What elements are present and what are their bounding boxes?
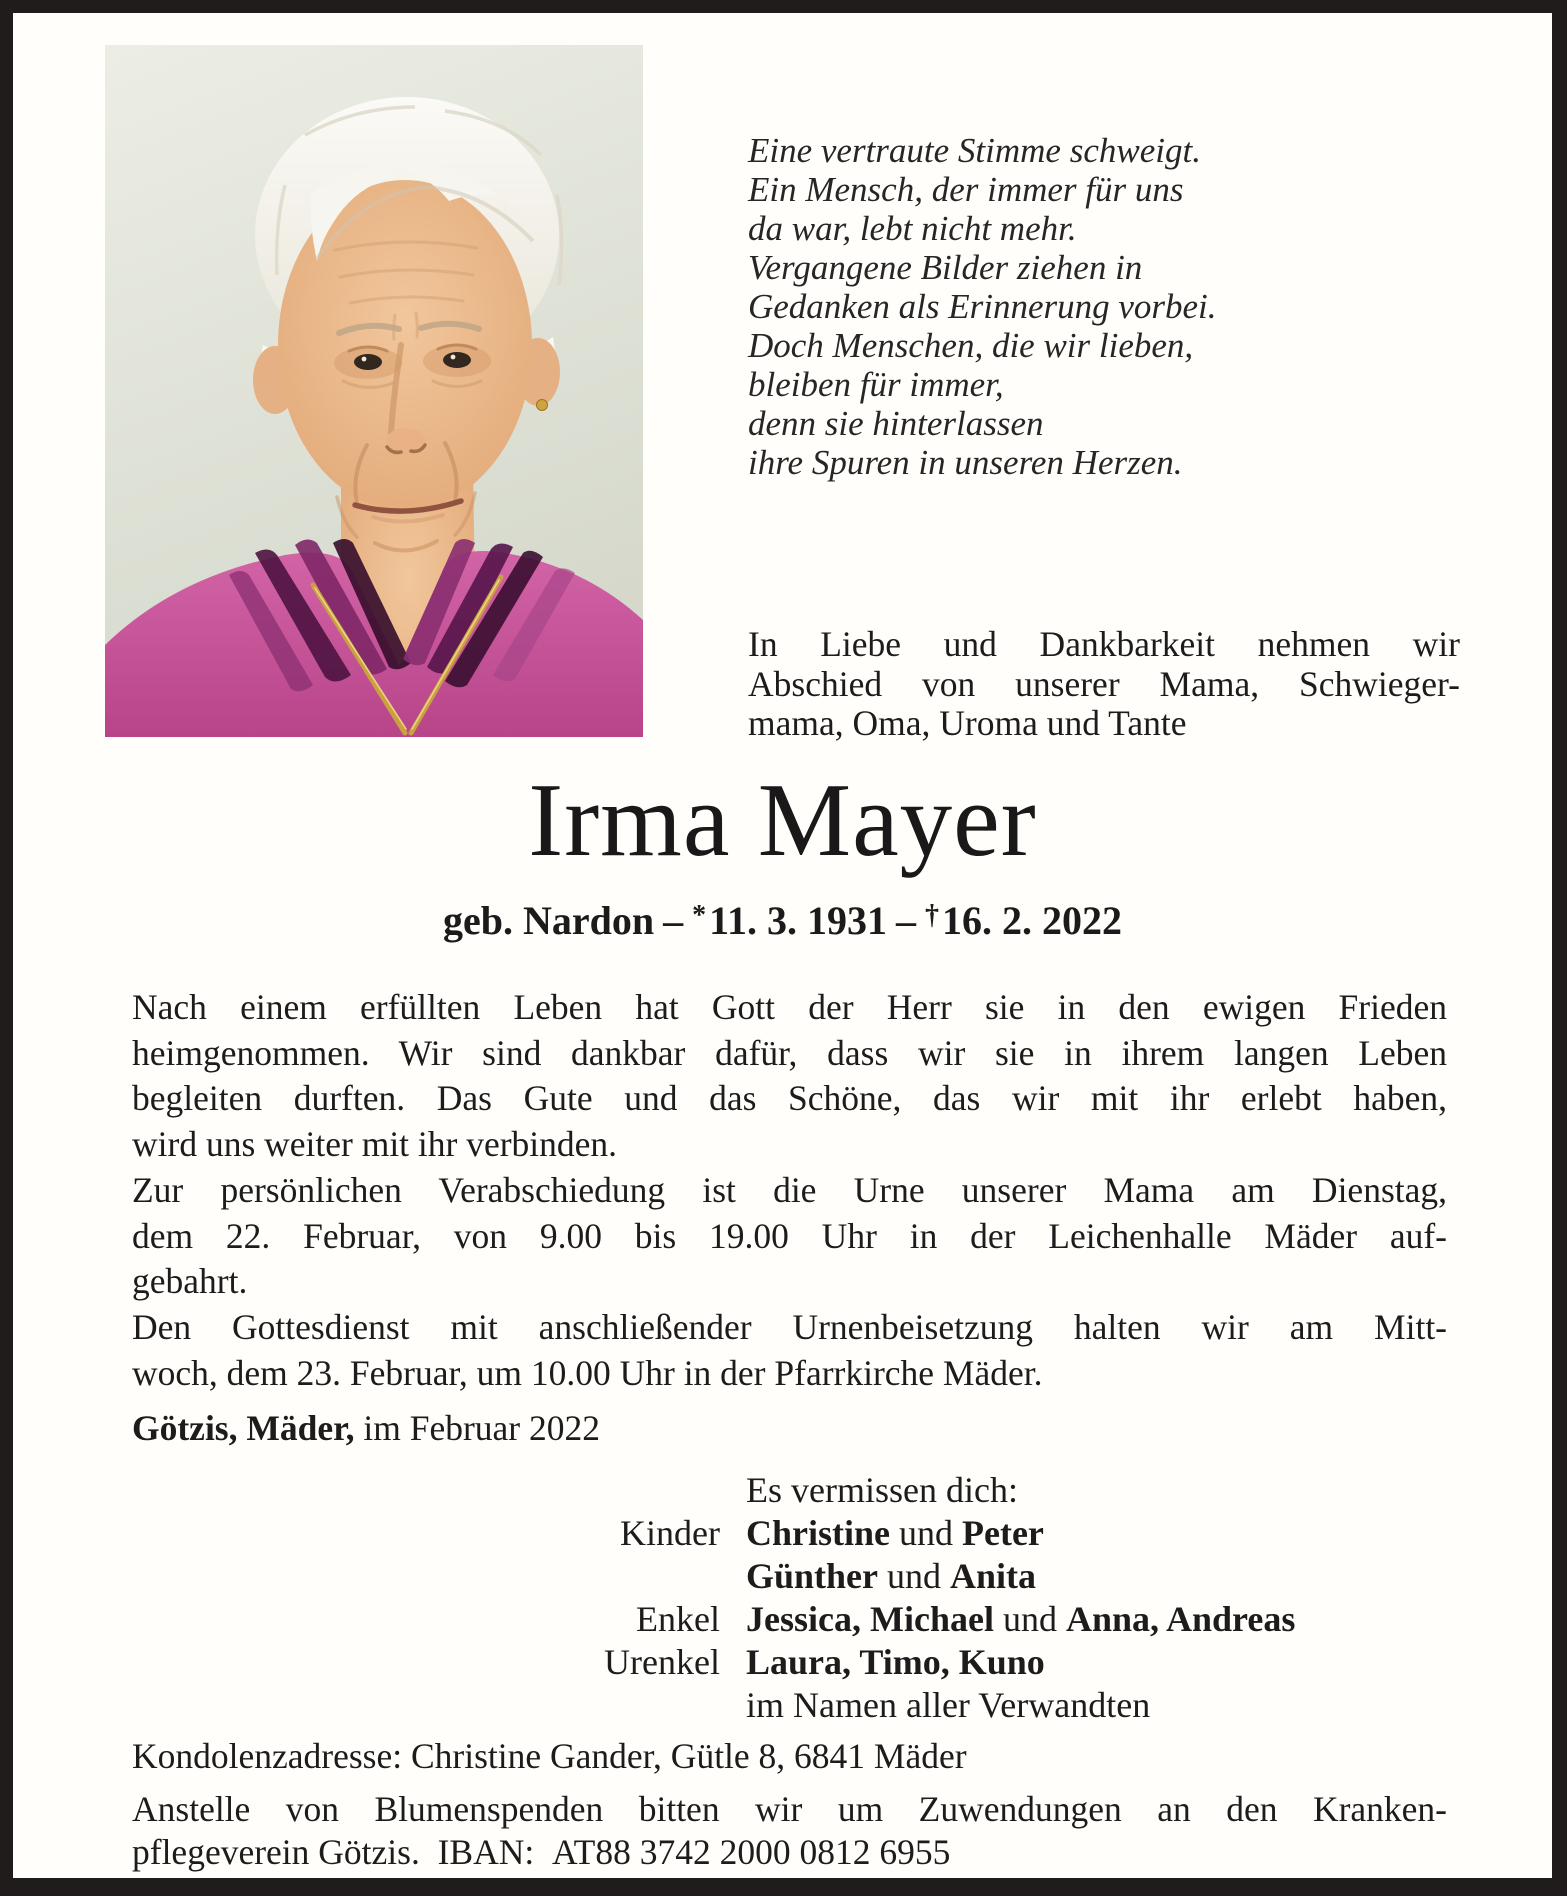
deceased-portrait-photo — [105, 45, 643, 737]
text-line: Gedanken als Erinnerung vorbei. — [748, 287, 1217, 326]
donation-note — [132, 1788, 1447, 1873]
mourner-role — [13, 1684, 720, 1727]
mourner-names — [746, 1555, 1036, 1598]
life-dates — [13, 897, 1552, 944]
text-line: Abschied von unserer Mama, Schwieger- — [748, 663, 1460, 704]
text-line: Nach einem erfüllten Leben hat Gott der Herr sie in den ewigen Frieden — [132, 987, 1447, 1027]
condolence-address: Kondolenzadresse: Christine Gander, Gütle 8, 6841 Mäder — [132, 1736, 967, 1776]
dateline-date: im Februar 2022 — [363, 1408, 601, 1448]
mourner-role: Kinder — [620, 1513, 720, 1553]
dateline-places: Götzis, Mäder, — [132, 1408, 355, 1448]
mourner-names — [746, 1641, 1045, 1684]
mourner-connector: und — [890, 1513, 962, 1553]
memorial-poem — [748, 131, 1468, 482]
mourner-role — [13, 1555, 720, 1598]
text-line: In Liebe und Dankbarkeit nehmen wir — [748, 624, 1460, 664]
mourner-role: Enkel — [636, 1599, 720, 1639]
death-cross-symbol: † — [924, 899, 939, 931]
mourner-names — [746, 1684, 1150, 1727]
text-line: pflegeverein Götzis. IBAN: AT88 3742 2000 0812 6955 — [132, 1831, 951, 1872]
mourner-name: Laura, Timo, Kuno — [746, 1642, 1045, 1682]
text-line: Anstelle von Blumenspenden bitten wir um Zuwendungen an den Kranken- — [132, 1789, 1447, 1829]
mourner-connector: im Namen aller Verwandten — [746, 1685, 1151, 1725]
text-line: gebahrt. — [132, 1261, 248, 1301]
mourner-row — [13, 1598, 1552, 1641]
text-line: woch, dem 23. Februar, um 10.00 Uhr in der Pfarrkirche Mäder. — [132, 1352, 1043, 1393]
deceased-name: Irma Mayer — [528, 761, 1037, 878]
birth-date: 11. 3. 1931 — [709, 898, 887, 943]
mourners-block — [13, 1469, 1552, 1727]
mourner-names — [746, 1598, 1295, 1641]
text-line: Zur persönlichen Verabschiedung ist die Urne unserer Mama am Dienstag, — [132, 1170, 1447, 1210]
text-line: bleiben für immer, — [748, 365, 1004, 404]
mourner-row — [13, 1512, 1552, 1555]
mourner-name: Anna, Andreas — [1065, 1599, 1296, 1639]
mourners-rows — [13, 1512, 1552, 1727]
text-line: heimgenommen. Wir sind dankbar dafür, dass wir sie in ihrem langen Leben — [132, 1032, 1447, 1073]
text-line: Vergangene Bilder ziehen in — [748, 248, 1143, 287]
text-line: Doch Menschen, die wir lieben, — [748, 326, 1194, 365]
mourners-intro: Es vermissen dich: — [746, 1470, 1018, 1510]
text-line: Den Gottesdienst mit anschließender Urnenbeisetzung halten wir am Mitt- — [132, 1307, 1447, 1347]
text-line: Eine vertraute Stimme schweigt. — [748, 131, 1201, 170]
dash-separator: – — [663, 898, 684, 943]
announcement-paragraph-2 — [132, 1168, 1447, 1305]
mourner-row — [13, 1684, 1552, 1727]
mourner-name: Günther — [746, 1556, 879, 1596]
mourner-row — [13, 1641, 1552, 1684]
obituary-sheet — [13, 13, 1552, 1878]
dateline — [132, 1407, 600, 1449]
text-line: denn sie hinterlassen — [748, 404, 1044, 443]
mourner-name: Peter — [962, 1513, 1044, 1553]
announcement-paragraph-3 — [132, 1305, 1447, 1396]
text-line: ihre Spuren in unseren Herzen. — [748, 443, 1183, 482]
dedication-text — [748, 625, 1460, 744]
text-line: wird uns weiter mit ihr verbinden. — [132, 1123, 618, 1164]
dash-separator: – — [895, 898, 916, 943]
mourner-row — [13, 1555, 1552, 1598]
mourner-name: Jessica, Michael — [746, 1599, 994, 1639]
death-date: 16. 2. 2022 — [941, 898, 1122, 943]
mourner-connector: und — [993, 1599, 1066, 1639]
mourner-name: Christine — [746, 1513, 890, 1553]
mourner-name: Anita — [950, 1556, 1037, 1596]
mourner-connector: und — [878, 1556, 951, 1596]
mourner-names — [746, 1512, 1044, 1555]
maiden-name: geb. Nardon — [443, 898, 655, 943]
announcement-paragraph-1 — [132, 985, 1447, 1167]
text-line: da war, lebt nicht mehr. — [748, 209, 1077, 248]
text-line: mama, Oma, Uroma und Tante — [748, 703, 1187, 743]
text-line: dem 22. Februar, von 9.00 bis 19.00 Uhr in der Leichenhalle Mäder auf- — [132, 1215, 1447, 1256]
birth-star-symbol: * — [692, 899, 707, 931]
mourner-role: Urenkel — [604, 1642, 720, 1682]
gold-earring — [537, 400, 548, 411]
text-line: begleiten durften. Das Gute und das Schöne, das wir mit ihr erlebt haben, — [132, 1078, 1447, 1118]
text-line: Ein Mensch, der immer für uns — [748, 170, 1184, 209]
